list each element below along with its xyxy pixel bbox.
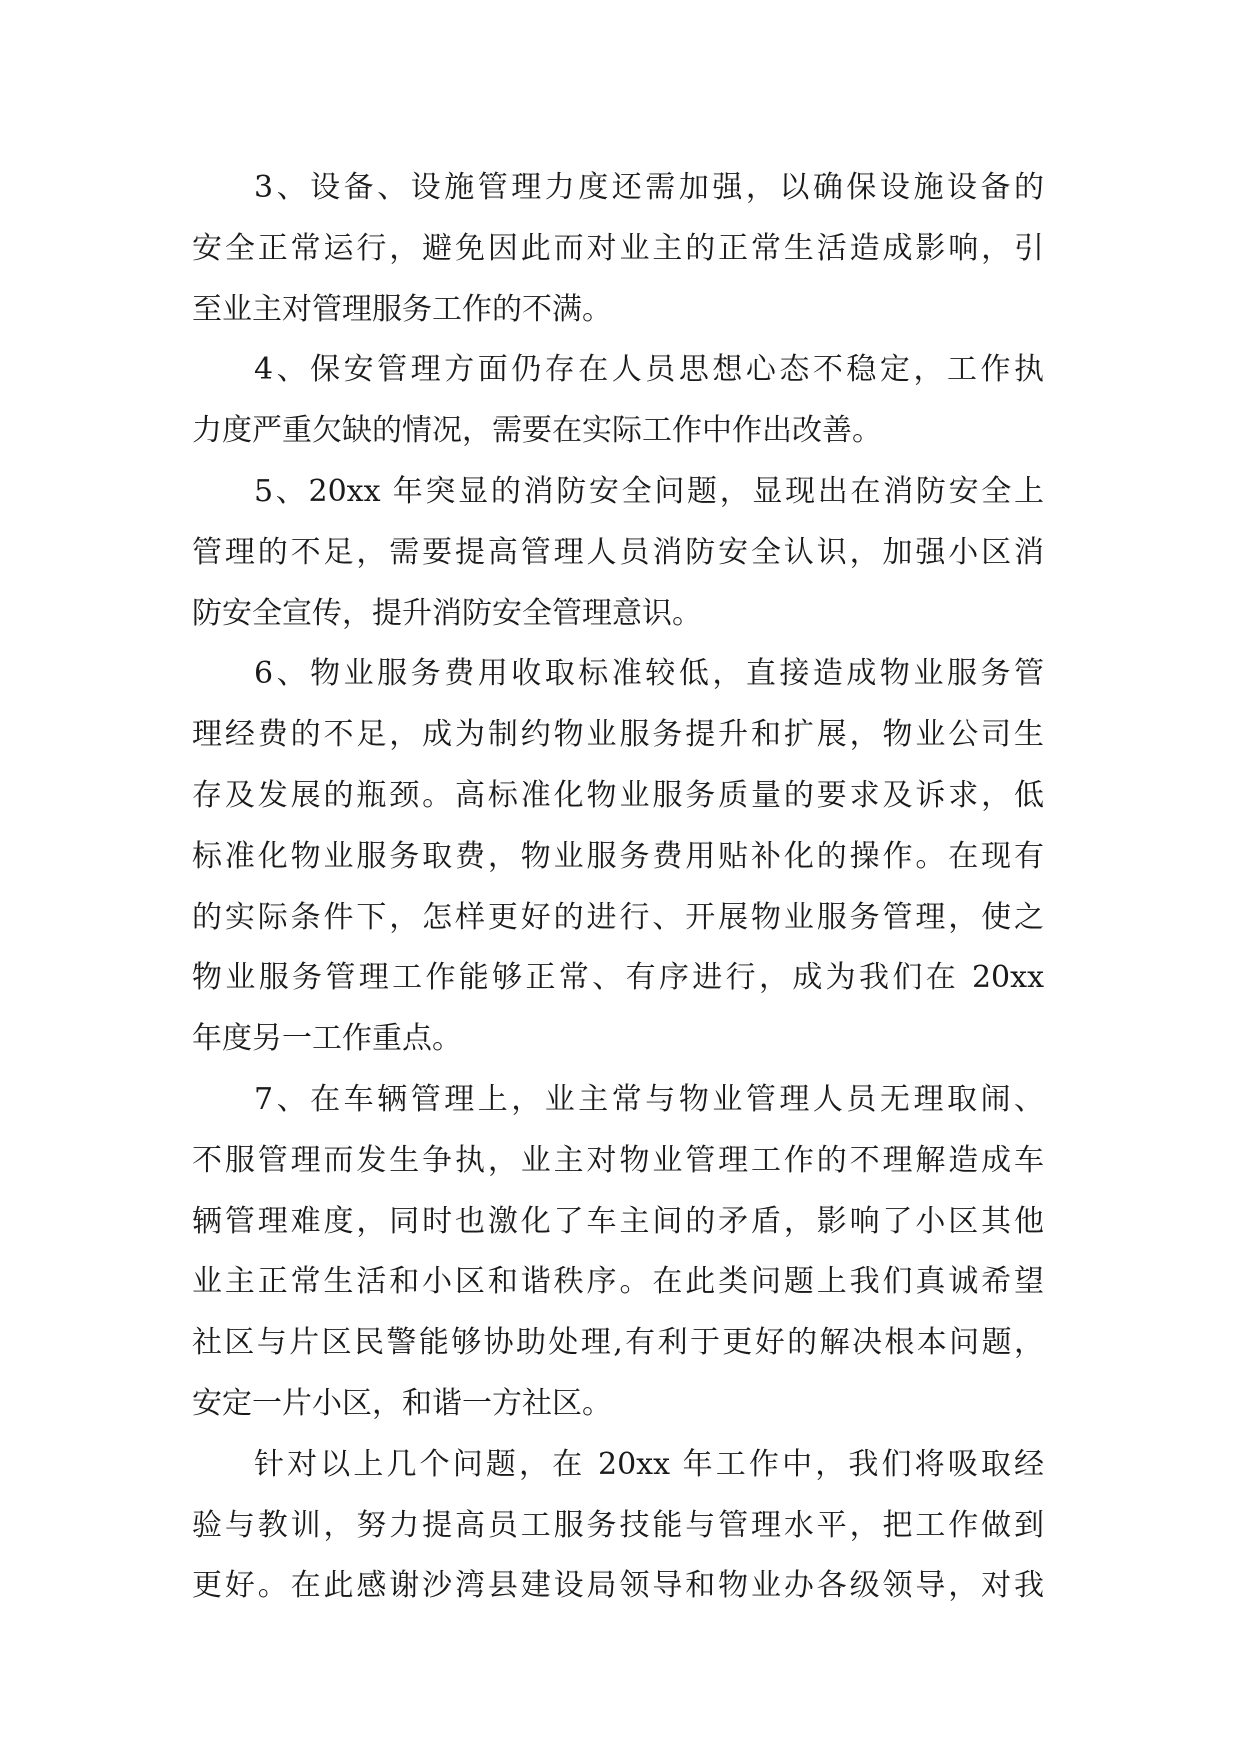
closing-paragraph-line-2: 验与教训，努力提高员工服务技能与管理水平，把工作做到 (192, 1507, 1044, 1543)
paragraph-7-line-4: 业主正常生活和小区和谐秩序。在此类问题上我们真诚希望 (192, 1264, 1044, 1300)
paragraph-5-line-2: 管理的不足，需要提高管理人员消防安全认识，加强小区消 (192, 534, 1044, 570)
closing-paragraph-line-1: 针对以上几个问题，在 20xx 年工作中，我们将吸取经 (254, 1446, 1044, 1482)
paragraph-6-line-3: 存及发展的瓶颈。高标准化物业服务质量的要求及诉求，低 (192, 777, 1044, 813)
paragraph-4-line-2: 力度严重欠缺的情况，需要在实际工作中作出改善。 (192, 413, 882, 449)
paragraph-6-line-1: 6、物业服务费用收取标准较低，直接造成物业服务管 (254, 656, 1044, 692)
paragraph-6-line-4: 标准化物业服务取费，物业服务费用贴补化的操作。在现有 (192, 838, 1044, 874)
paragraph-3-line-3: 至业主对管理服务工作的不满。 (192, 291, 612, 327)
paragraph-7-line-5: 社区与片区民警能够协助处理,有利于更好的解决根本问题， (192, 1325, 1044, 1361)
document-body (192, 158, 1044, 1617)
paragraph-6-line-7: 年度另一工作重点。 (192, 1021, 462, 1057)
paragraph-7-line-2: 不服管理而发生争执，业主对物业管理工作的不理解造成车 (192, 1142, 1044, 1178)
paragraph-5-line-1: 5、20xx 年突显的消防安全问题，显现出在消防安全上 (254, 473, 1044, 509)
paragraph-4-line-1: 4、保安管理方面仍存在人员思想心态不稳定，工作执 (254, 352, 1044, 388)
paragraph-7-line-3: 辆管理难度，同时也激化了车主间的矛盾，影响了小区其他 (192, 1203, 1044, 1239)
paragraph-6-line-5: 的实际条件下，怎样更好的进行、开展物业服务管理，使之 (192, 899, 1044, 935)
paragraph-6-line-6: 物业服务管理工作能够正常、有序进行，成为我们在 20xx (192, 960, 1044, 996)
closing-paragraph-line-3: 更好。在此感谢沙湾县建设局领导和物业办各级领导，对我 (192, 1568, 1044, 1604)
paragraph-3-line-2: 安全正常运行，避免因此而对业主的正常生活造成影响，引 (192, 230, 1044, 266)
paragraph-7-line-6: 安定一片小区，和谐一方社区。 (192, 1385, 612, 1421)
paragraph-3-line-1: 3、设备、设施管理力度还需加强，以确保设施设备的 (254, 170, 1044, 205)
paragraph-5-line-3: 防安全宣传，提升消防安全管理意识。 (192, 595, 702, 631)
paragraph-7-line-1: 7、在车辆管理上，业主常与物业管理人员无理取闹、 (254, 1081, 1044, 1117)
paragraph-6-line-2: 理经费的不足，成为制约物业服务提升和扩展，物业公司生 (192, 717, 1044, 753)
